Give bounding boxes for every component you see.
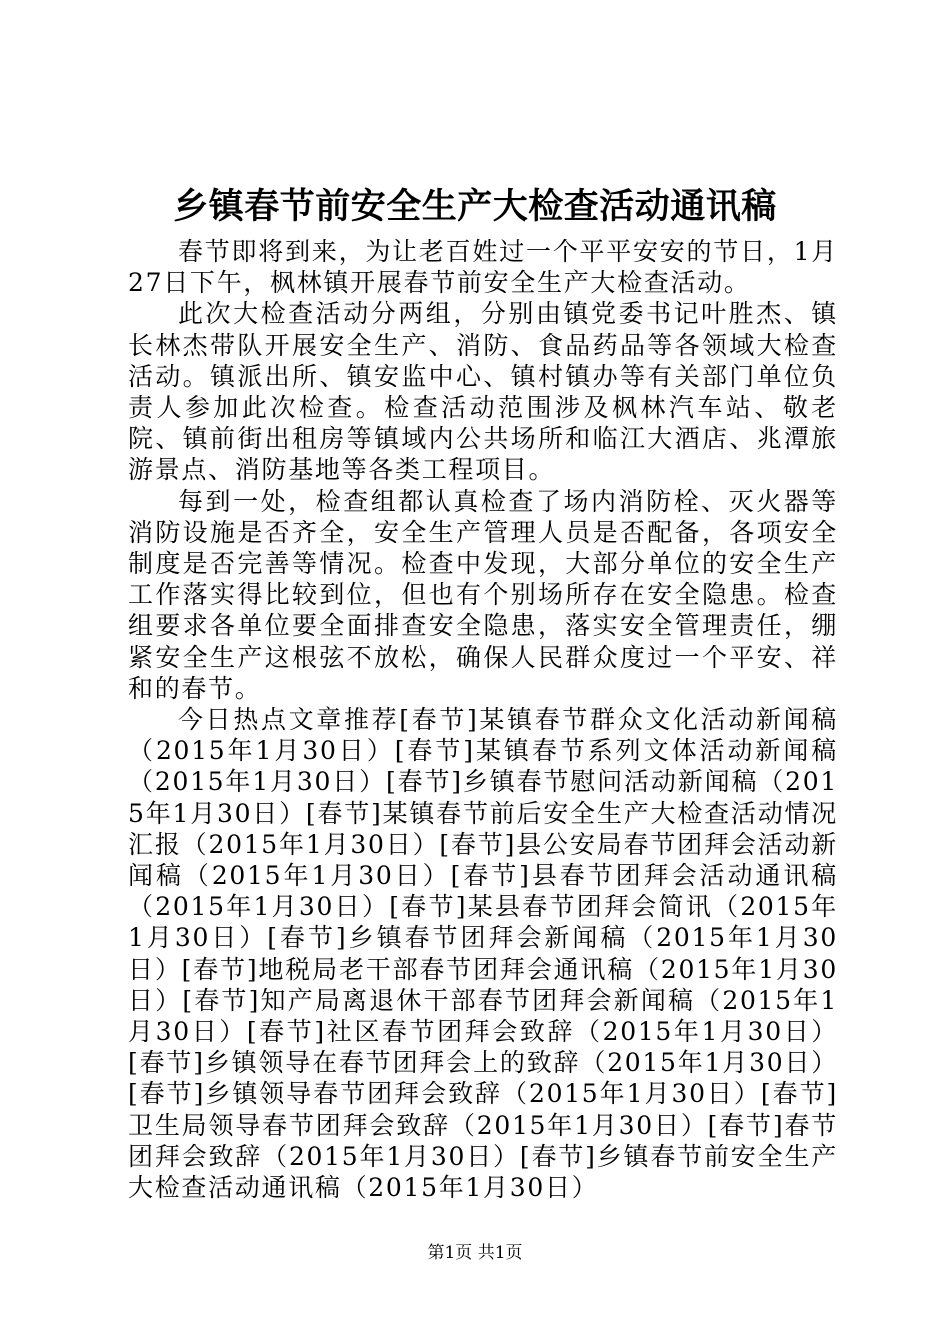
paragraph-recommended-articles: 今日热点文章推荐[春节]某镇春节群众文化活动新闻稿（2015年1月30日）[春节]某镇春节系列文体活动新闻稿（2015年1月30日）[春节]乡镇春节慰问活动新闻稿（2015年1月30日）[春节]某镇春节前后安全生产大检查活动情况汇报（2015年1月30日）[春节]县公安局春节团拜会活动新闻稿（2015年1月30日）[春节]县春节团拜会活动通讯稿（2015年1月30日）[春节]某县春节团拜会简讯（2015年1月30日）[春节]乡镇春节团拜会新闻稿（2015年1月30日）[春节]地税局老干部春节团拜会通讯稿（2015年1月30日）[春节]知产局离退休干部春节团拜会新闻稿（2015年1月30日）[春节]社区春节团拜会致辞（2015年1月30日）[春节]乡镇领导在春节团拜会上的致辞（2015年1月30日）[春节]乡镇领导春节团拜会致辞（2015年1月30日）[春节]卫生局领导春节团拜会致辞（2015年1月30日）[春节]春节团拜会致辞（2015年1月30日）[春节]乡镇春节前安全生产大检查活动通讯稿（2015年1月30日） [128,705,838,1203]
page-footer: 第1页 共1页 [427,1243,523,1263]
paragraph-inspection-groups: 此次大检查活动分两组，分别由镇党委书记叶胜杰、镇长林杰带队开展安全生产、消防、食品药品等各领域大检查活动。镇派出所、镇安监中心、镇村镇办等有关部门单位负责人参加此次检查。检查活动范围涉及枫林汽车站、敬老院、镇前街出租房等镇域内公共场所和临江大酒店、兆潭旅游景点、消防基地等各类工程项目。 [128,299,838,485]
paragraph-findings: 每到一处，检查组都认真检查了场内消防栓、灭火器等消防设施是否齐全，安全生产管理人员是否配备，各项安全制度是否完善等情况。检查中发现，大部分单位的安全生产工作落实得比较到位，但也有个别场所存在安全隐患。检查组要求各单位要全面排查安全隐患，落实安全管理责任，绷紧安全生产这根弦不放松，确保人民群众度过一个平安、祥和的春节。 [128,486,838,703]
document-title: 乡镇春节前安全生产大检查活动通讯稿 [173,186,777,227]
paragraph-intro: 春节即将到来，为让老百姓过一个平平安安的节日，1月27日下午，枫林镇开展春节前安全生产大检查活动。 [128,237,838,298]
document-body [128,236,838,1203]
